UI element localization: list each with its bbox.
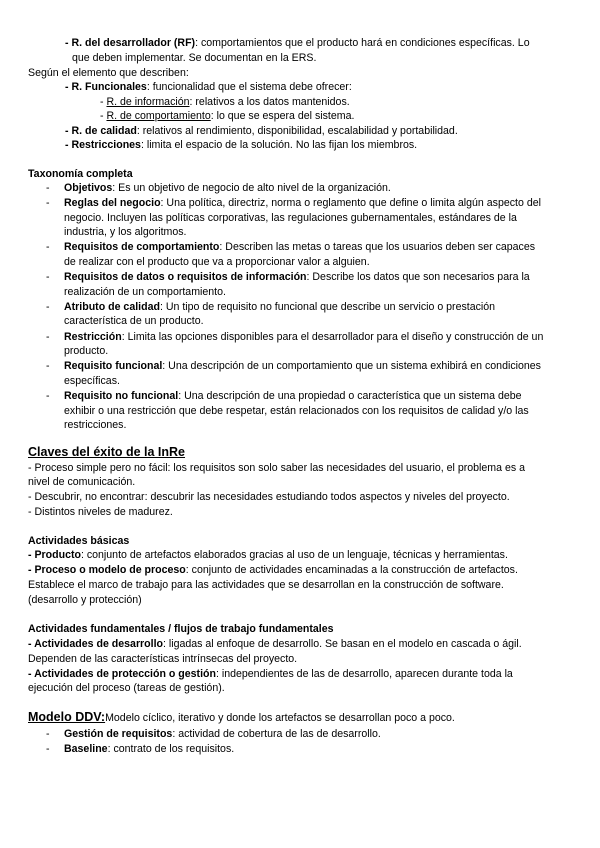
ddv-bullet: - <box>46 742 50 755</box>
taxonomy-item-text: : Limita las opciones disponibles para el desarrollador para el diseño y construcción de un <box>121 330 544 343</box>
rd-label: - R. del desarrollador (RF) <box>65 37 196 49</box>
claves-line-1: - Proceso simple pero no fácil: los requisitos son solo saber las necesidades del usuario, el problema es a <box>28 462 525 474</box>
taxonomy-item-continuation: negocio. Incluyen las políticas corporativas, las regulaciones gubernamentales, estándares de la <box>64 211 517 224</box>
taxonomy-item-continuation: de realizar con el producto que va a proporcionar valor a alguien. <box>64 256 370 268</box>
rest-text: : limita el espacio de la solución. No las fijan los miembros. <box>140 139 418 151</box>
proceso-text: : conjunto de actividades encaminadas a la construcción de artefactos. <box>185 564 518 576</box>
proteccion-text: : independientes de las de desarrollo, aparecen durante toda la <box>215 668 513 680</box>
taxonomy-item <box>64 300 495 315</box>
rest-label: - Restricciones <box>65 139 141 151</box>
proceso-line <box>28 563 518 578</box>
taxonomy-item-text: : Una descripción de una propiedad o característica que un sistema debe <box>178 389 522 402</box>
ddv-item-label: Gestión de requisitos <box>64 728 173 740</box>
taxonomy-item-continuation: realización de un comportamiento. <box>64 285 226 298</box>
rc-dash: - <box>100 110 107 122</box>
rd-text: : comportamientos que el producto hará en condiciones específicas. Lo <box>195 37 530 49</box>
proteccion-label: - Actividades de protección o gestión <box>28 668 216 680</box>
producto-line <box>28 548 508 563</box>
taxonomy-item <box>64 270 530 285</box>
taxonomy-item <box>64 359 541 374</box>
proteccion-line-2: ejecución del proceso (tareas de gestión). <box>28 682 225 694</box>
rf-label: - R. Funcionales <box>65 81 147 93</box>
taxonomy-item-continuation: característica de un producto. <box>64 315 204 328</box>
taxonomy-item <box>64 330 543 345</box>
segun-line: Según el elemento que describen: <box>28 67 189 79</box>
desarrollo-line-2: Dependen de las características intrínsecas del proyecto. <box>28 653 298 665</box>
taxonomy-item-continuation: restricciones. <box>64 419 127 432</box>
taxonomy-item <box>64 196 541 211</box>
rcal-line <box>65 124 458 139</box>
ddv-item <box>64 727 381 742</box>
ri-line <box>100 95 350 110</box>
rc-text: : lo que se espera del sistema. <box>210 110 355 122</box>
taxonomy-bullet: - <box>46 300 50 313</box>
ddv-item <box>64 742 234 757</box>
rd-line-2: que deben implementar. Se documentan en la ERS. <box>72 52 317 64</box>
taxonomy-item-continuation: exhibir o una restricción que debe respetar, están relacionados con los requisitos de calidad y/o las <box>64 404 529 417</box>
rf-text: : funcionalidad que el sistema debe ofrecer: <box>146 81 352 93</box>
ddv-heading: Modelo DDV: <box>28 710 106 724</box>
ddv-bullet: - <box>46 728 50 740</box>
proceso-line-3: (desarrollo y protección) <box>28 594 142 606</box>
rc-label: R. de comportamiento <box>106 110 211 122</box>
proceso-line-2: Establece el marco de trabajo para las actividades que se desarrollan en la construcción de software. <box>28 579 504 591</box>
proteccion-line <box>28 667 513 682</box>
taxonomy-bullet: - <box>46 241 50 254</box>
taxonomy-bullet: - <box>46 271 50 284</box>
ri-dash: - <box>100 96 107 108</box>
taxonomy-item-label: Objetivos <box>64 182 113 194</box>
taxonomy-item-label: Reglas del negocio <box>64 197 161 210</box>
basicas-heading: Actividades básicas <box>28 535 130 547</box>
claves-line-4: - Distintos niveles de madurez. <box>28 506 173 518</box>
taxonomy-heading: Taxonomía completa <box>28 168 133 180</box>
ri-label: R. de información <box>106 96 190 108</box>
fundamentales-heading: Actividades fundamentales / flujos de trabajo fundamentales <box>28 623 334 635</box>
rf-line <box>65 80 352 95</box>
taxonomy-item-text: : Una política, directriz, norma o reglamento que define o limita algún aspecto del <box>160 197 541 210</box>
taxonomy-item-text: : Describe los datos que son necesarios para la <box>306 271 530 284</box>
producto-label: - Producto <box>28 549 81 561</box>
taxonomy-bullet: - <box>46 389 50 402</box>
taxonomy-item-label: Requisitos de datos o requisitos de información <box>64 271 307 284</box>
taxonomy-item-label: Atributo de calidad <box>64 300 160 313</box>
taxonomy-item-continuation: industria, y los algoritmos. <box>64 226 187 239</box>
taxonomy-bullet: - <box>46 197 50 210</box>
taxonomy-bullet: - <box>46 330 50 343</box>
desarrollo-text: : ligadas al enfoque de desarrollo. Se basan en el modelo en cascada o ágil. <box>163 638 522 650</box>
rcal-text: : relativos al rendimiento, disponibilidad, escalabilidad y portabilidad. <box>136 125 458 137</box>
claves-line-3: - Descubrir, no encontrar: descubrir las necesidades estudiando todos aspectos y niveles del proyecto. <box>28 491 510 503</box>
desarrollo-line <box>28 637 522 652</box>
claves-line-2: nivel de comunicación. <box>28 476 136 488</box>
taxonomy-item-label: Restricción <box>64 330 122 343</box>
claves-heading: Claves del éxito de la InRe <box>28 445 186 459</box>
taxonomy-bullet: - <box>46 182 50 194</box>
taxonomy-item-continuation: específicas. <box>64 374 120 387</box>
taxonomy-item-text: : Un tipo de requisito no funcional que describe un servicio o prestación <box>159 300 496 313</box>
taxonomy-item-text: : Una descripción de un comportamiento que un sistema exhibirá en condiciones <box>162 360 541 373</box>
rest-line <box>65 138 417 153</box>
rc-line <box>100 109 354 124</box>
ddv-text: Modelo cíclico, iterativo y donde los artefactos se desarrollan poco a poco. <box>105 712 455 724</box>
taxonomy-item <box>64 240 535 255</box>
ddv-line <box>28 710 455 726</box>
taxonomy-item-label: Requisito no funcional <box>64 389 179 402</box>
taxonomy-item-text: : Describen las metas o tareas que los usuarios deben ser capaces <box>219 241 536 254</box>
taxonomy-item <box>64 181 391 196</box>
taxonomy-bullet: - <box>46 360 50 373</box>
proceso-label: - Proceso o modelo de proceso <box>28 564 186 576</box>
taxonomy-item-label: Requisito funcional <box>64 360 163 373</box>
ddv-item-label: Baseline <box>64 742 108 755</box>
rd-line <box>65 36 530 51</box>
ddv-item-text: : contrato de los requisitos. <box>107 742 235 755</box>
ri-text: : relativos a los datos mantenidos. <box>189 96 350 108</box>
desarrollo-label: - Actividades de desarrollo <box>28 638 164 650</box>
taxonomy-item-label: Requisitos de comportamiento <box>64 241 220 254</box>
taxonomy-item-continuation: producto. <box>64 345 109 358</box>
producto-text: : conjunto de artefactos elaborados gracias al uso de un lenguaje, técnicas y herramientas. <box>80 549 508 561</box>
ddv-item-text: : actividad de cobertura de las de desarrollo. <box>172 728 381 740</box>
taxonomy-item-text: : Es un objetivo de negocio de alto nivel de la organización. <box>112 182 391 194</box>
taxonomy-item <box>64 389 522 404</box>
rcal-label: - R. de calidad <box>65 125 137 137</box>
